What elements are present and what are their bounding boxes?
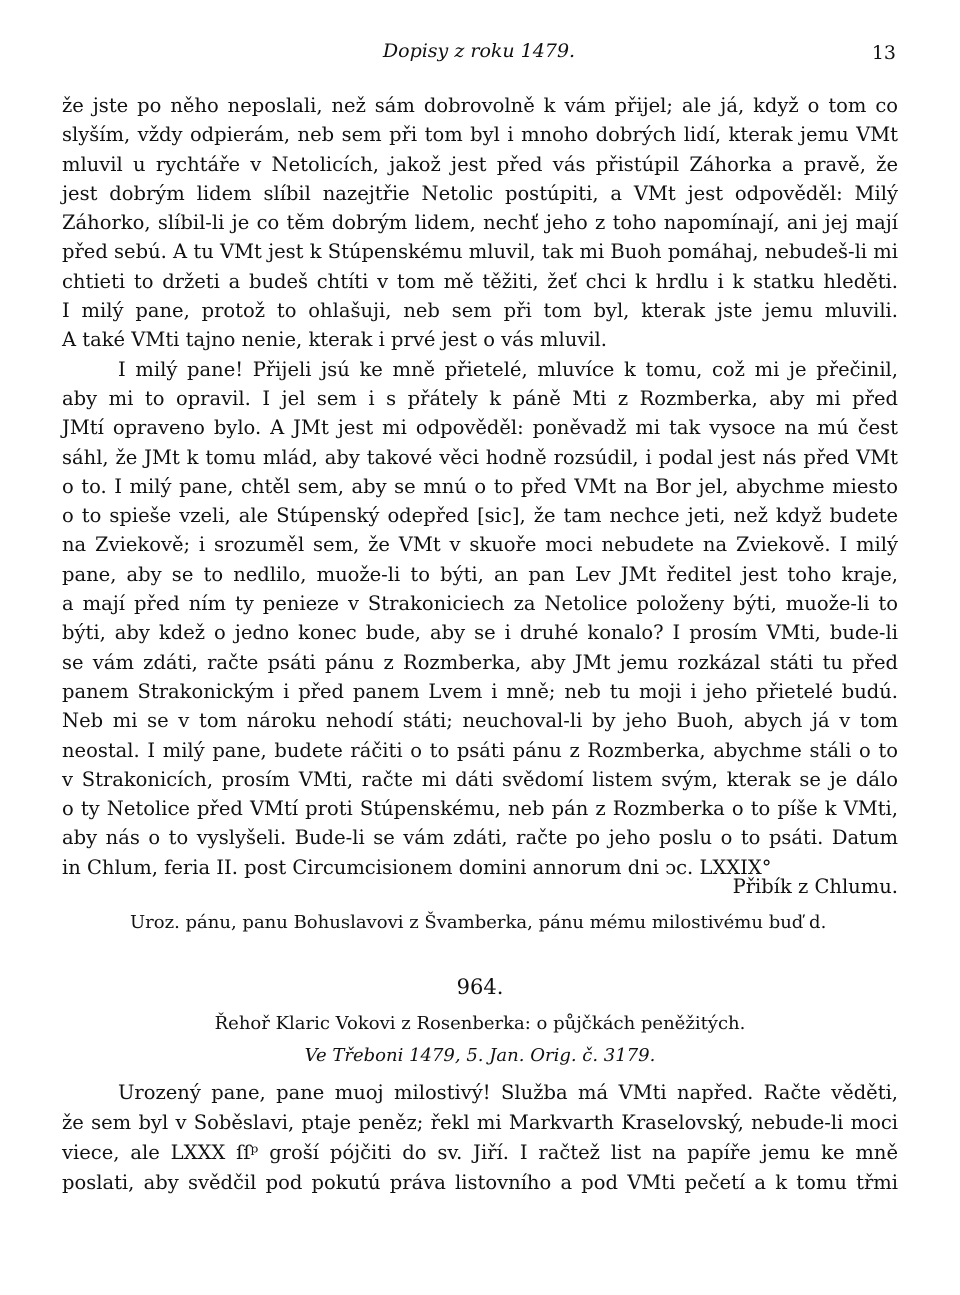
text-line: A také VMti tajno nenie, kterak i prvé jest o vás mluvil. — [62, 328, 607, 352]
document-source: Ve Třeboni 1479, 5. Jan. Orig. č. 3179. — [304, 1045, 656, 1066]
text-line: Neb mi se v tom nároku nehodí státi; neuchoval-li by jeho Buoh, abych já v tom — [62, 709, 898, 733]
text-line: pane, aby se to nedlilo, muože-li to býti, an pan Lev JMt ředitel jest toho kraje, — [62, 562, 898, 586]
text-line: poslati, aby svědčil pod pokutú práva listovního a pod VMti pečetí a k tomu třmi — [62, 1171, 898, 1194]
text-line: slyším, vždy odpierám, neb sem při tom byl i mnoho dobrých lidí, kterak jemu VMt — [62, 123, 898, 147]
page-number: 13 — [871, 42, 896, 64]
text-line: a mají před ním ty penieze v Strakoniciech za Netolice položeny býti, muože-li to — [62, 592, 898, 616]
running-title: Dopisy z roku 1479. — [382, 40, 576, 62]
text-line: býti, aby kdež o jedno konec bude, aby se i druhé konalo? I prosím VMti, bude-li — [62, 621, 898, 645]
address-line: Uroz. pánu, panu Bohuslavovi z Švamberka, pánu mému milostivému buď d. — [130, 912, 827, 933]
page-header — [62, 40, 896, 70]
text-line: jest dobrým lidem slíbil nazejtřie Netolic postúpiti, a VMt jest odpověděl: Milý — [62, 181, 898, 205]
text-line: I milý pane! Přijeli jsú ke mně přietelé, mluvíce k tomu, což mi je přečinil, — [118, 357, 898, 381]
text-line: aby nás o to vyslyšeli. Bude-li se vám zdáti, račte po jeho poslu o to psáti. Datum — [62, 826, 898, 850]
text-line: JMtí opraveno bylo. A JMt jest mi odpověděl: poněvadž mi tak vysoce na mú čest — [62, 416, 898, 440]
text-line: se vám zdáti, račte psáti pánu z Rozmberka, aby JMt jemu rozkázal státi tu před — [62, 650, 898, 674]
text-line: že jste po něho neposlali, než sám dobrovolně k vám přijel; ale já, když o tom co — [62, 94, 898, 117]
text-line: v Strakonicích, prosím VMti, račte mi dáti svědomí listem svým, kterak se je dálo — [62, 767, 898, 791]
text-line: I milý pane, protož to ohlašuji, neb sem při tom byl, kterak jste jemu mluvili. — [62, 299, 898, 323]
letter-964-body — [62, 1078, 898, 1198]
text-line: o to. I milý pane, chtěl sem, aby se mnú o to před VMt na Bor jel, abychme miesto — [62, 474, 898, 498]
text-line: o ty Netolice před VMtí proti Stúpenskému, neb pán z Rozmberka o to píše k VMti, — [62, 797, 898, 821]
text-line: před sebú. A tu VMt jest k Stúpenskému mluvil, tak mi Buoh pomáhaj, nebudeš-li mi — [62, 240, 898, 264]
text-line: že sem byl v Soběslavi, ptaje peněz; řekl mi Markvarth Kraselovský, nebude-li moci — [62, 1111, 898, 1134]
text-line: in Chlum, feria II. post Circumcisionem domini annorum dni ↄc. LXXIX° — [62, 855, 772, 879]
letter-963-body — [62, 91, 898, 882]
text-line: chtieti to držeti a budeš chtíti v tom mě těžiti, žeť chci k hrdlu i k statku hleděti. — [62, 269, 898, 293]
text-line: aby mi to opravil. I jel sem i s přátely k páně Mti z Rozmberka, aby mi před — [62, 386, 898, 410]
text-line: Urozený pane, pane muoj milostivý! Služba má VMti napřed. Račte věděti, — [118, 1081, 898, 1104]
document-summary: Řehoř Klaric Vokovi z Rosenberka: o půjčkách peněžitých. — [214, 1013, 746, 1034]
signature: Přibík z Chlumu. — [732, 875, 898, 898]
text-line: Záhorko, slíbil-li je co těm dobrým lidem, nechť jeho z toho napomínají, ani jej mají — [62, 211, 898, 235]
text-line: sáhl, že JMt k tomu mlád, aby takové věci hodně rozsúdil, i podal jest nás před VMt — [62, 445, 898, 469]
text-line: o to spieše vzeli, ale Stúpenský odepřed [sic], že tam nechce jeti, než když budete — [62, 504, 898, 528]
document-number: 964. — [456, 975, 504, 999]
text-line: mluvil u rychtáře v Netolicích, jakož jest před vás přistúpil Záhorka a pravě, že — [62, 152, 898, 176]
text-line: panem Strakonickým i před panem Lvem i mně; neb tu moji i jeho přietelé budú. — [62, 679, 898, 703]
text-line: neostal. I milý pane, budete ráčiti o to psáti pánu z Rozmberka, abychme stáli o to — [62, 738, 898, 762]
text-line: na Zviekově; i srozuměl sem, že VMt v skuoře moci nebudete na Zviekově. I milý — [62, 533, 898, 557]
text-line: viece, ale LXXX ſſᵖ groší pójčiti do sv. Jiří. I račtež list na papíře jemu ke mně — [62, 1141, 898, 1164]
